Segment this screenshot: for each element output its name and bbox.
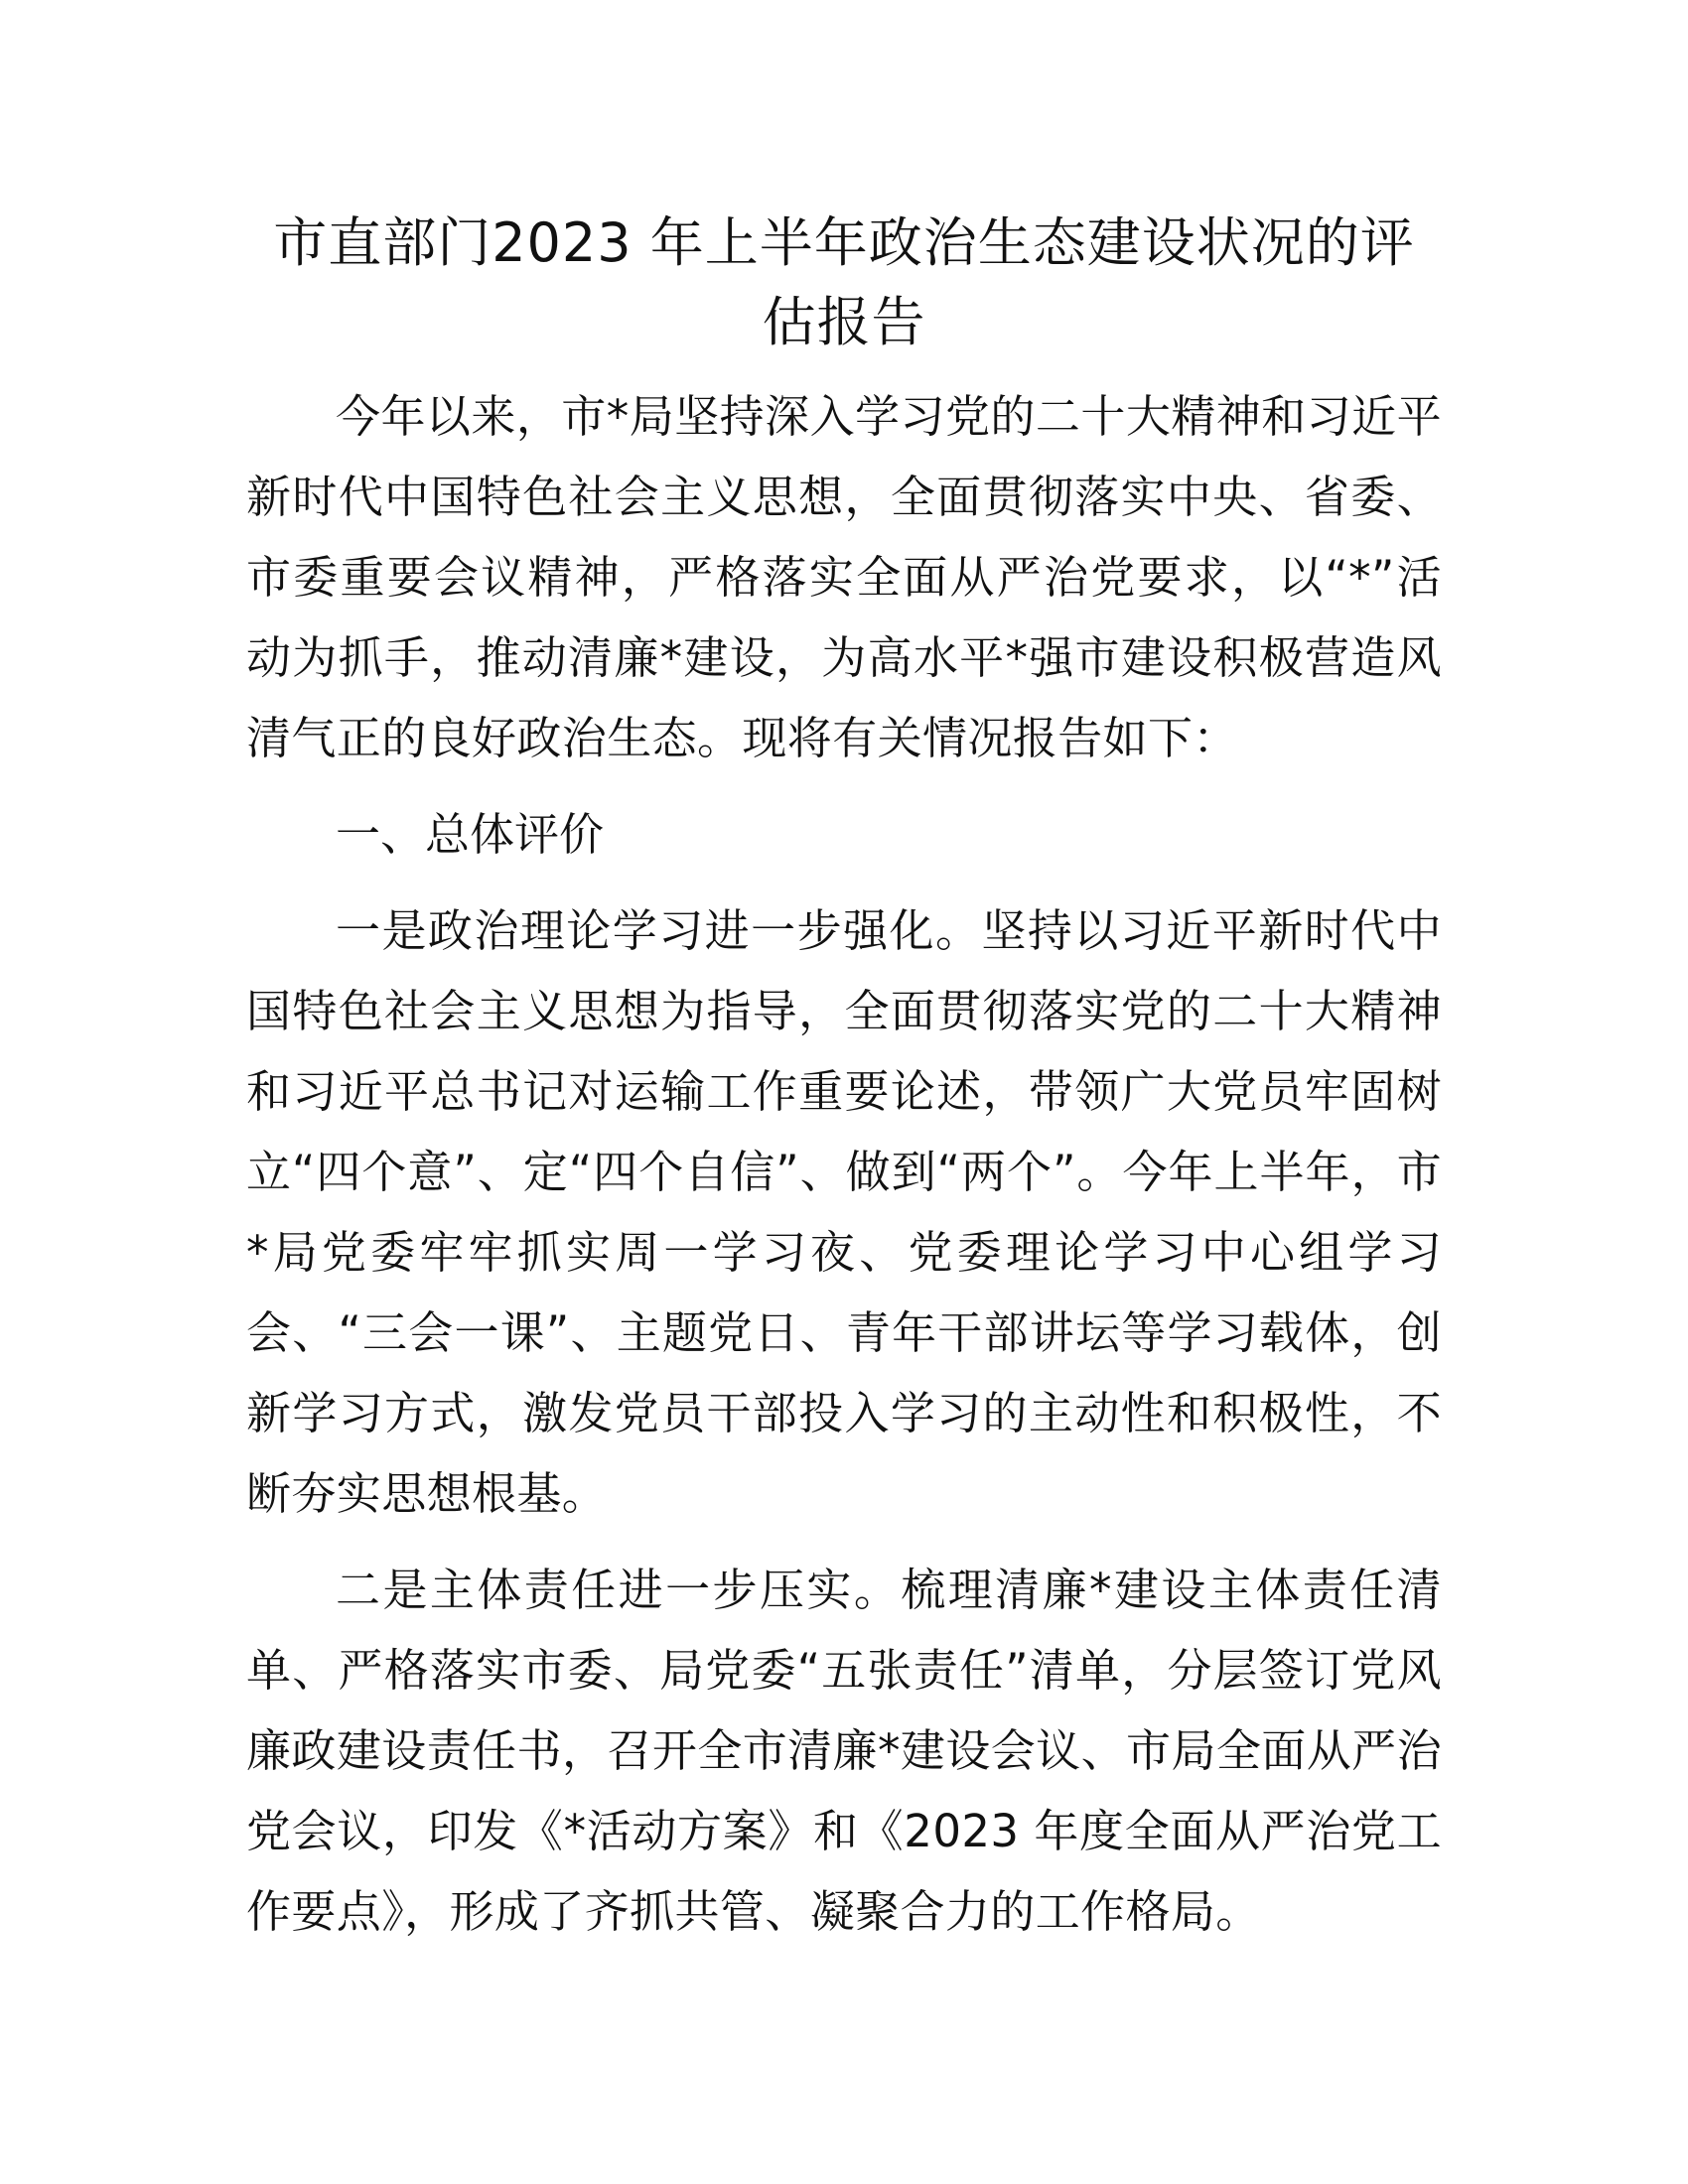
- intro-paragraph: 今年以来，市*局坚持深入学习党的二十大精神和习近平新时代中国特色社会主义思想，全面贯彻落实中央、省委、市委重要会议精神，严格落实全面从严治党要求，以“*”活动为抓手，推动清廉*建设，为高水平*强市建设积极营造风清气正的良好政治生态。现将有关情况报告如下：: [246, 390, 1442, 764]
- section-heading-overall-evaluation: 一、总体评价: [336, 808, 605, 861]
- paragraph-political-theory-study: 一是政治理论学习进一步强化。坚持以习近平新时代中国特色社会主义思想为指导，全面贯彻落实党的二十大精神和习近平总书记对运输工作重要论述，带领广大党员牢固树立“四个意”、定“四个自信”、做到“两个”。今年上半年，市*局党委牢牢抓实周一学习夜、党委理论学习中心组学习会、“三会一课”、主题党日、青年干部讲坛等学习载体，创新学习方式，激发党员干部投入学习的主动性和积极性，不断夯实思想根基。: [246, 904, 1442, 1520]
- paragraph-main-responsibility: 二是主体责任进一步压实。梳理清廉*建设主体责任清单、严格落实市委、局党委“五张责任”清单，分层签订党风廉政建设责任书，召开全市清廉*建设会议、市局全面从严治党会议，印发《*活动方案》和《2023 年度全面从严治党工作要点》，形成了齐抓共管、凝聚合力的工作格局。: [246, 1564, 1442, 1938]
- document-title: 市直部门2023 年上半年政治生态建设状况的评估报告: [273, 211, 1415, 353]
- document-body: [246, 204, 1442, 1968]
